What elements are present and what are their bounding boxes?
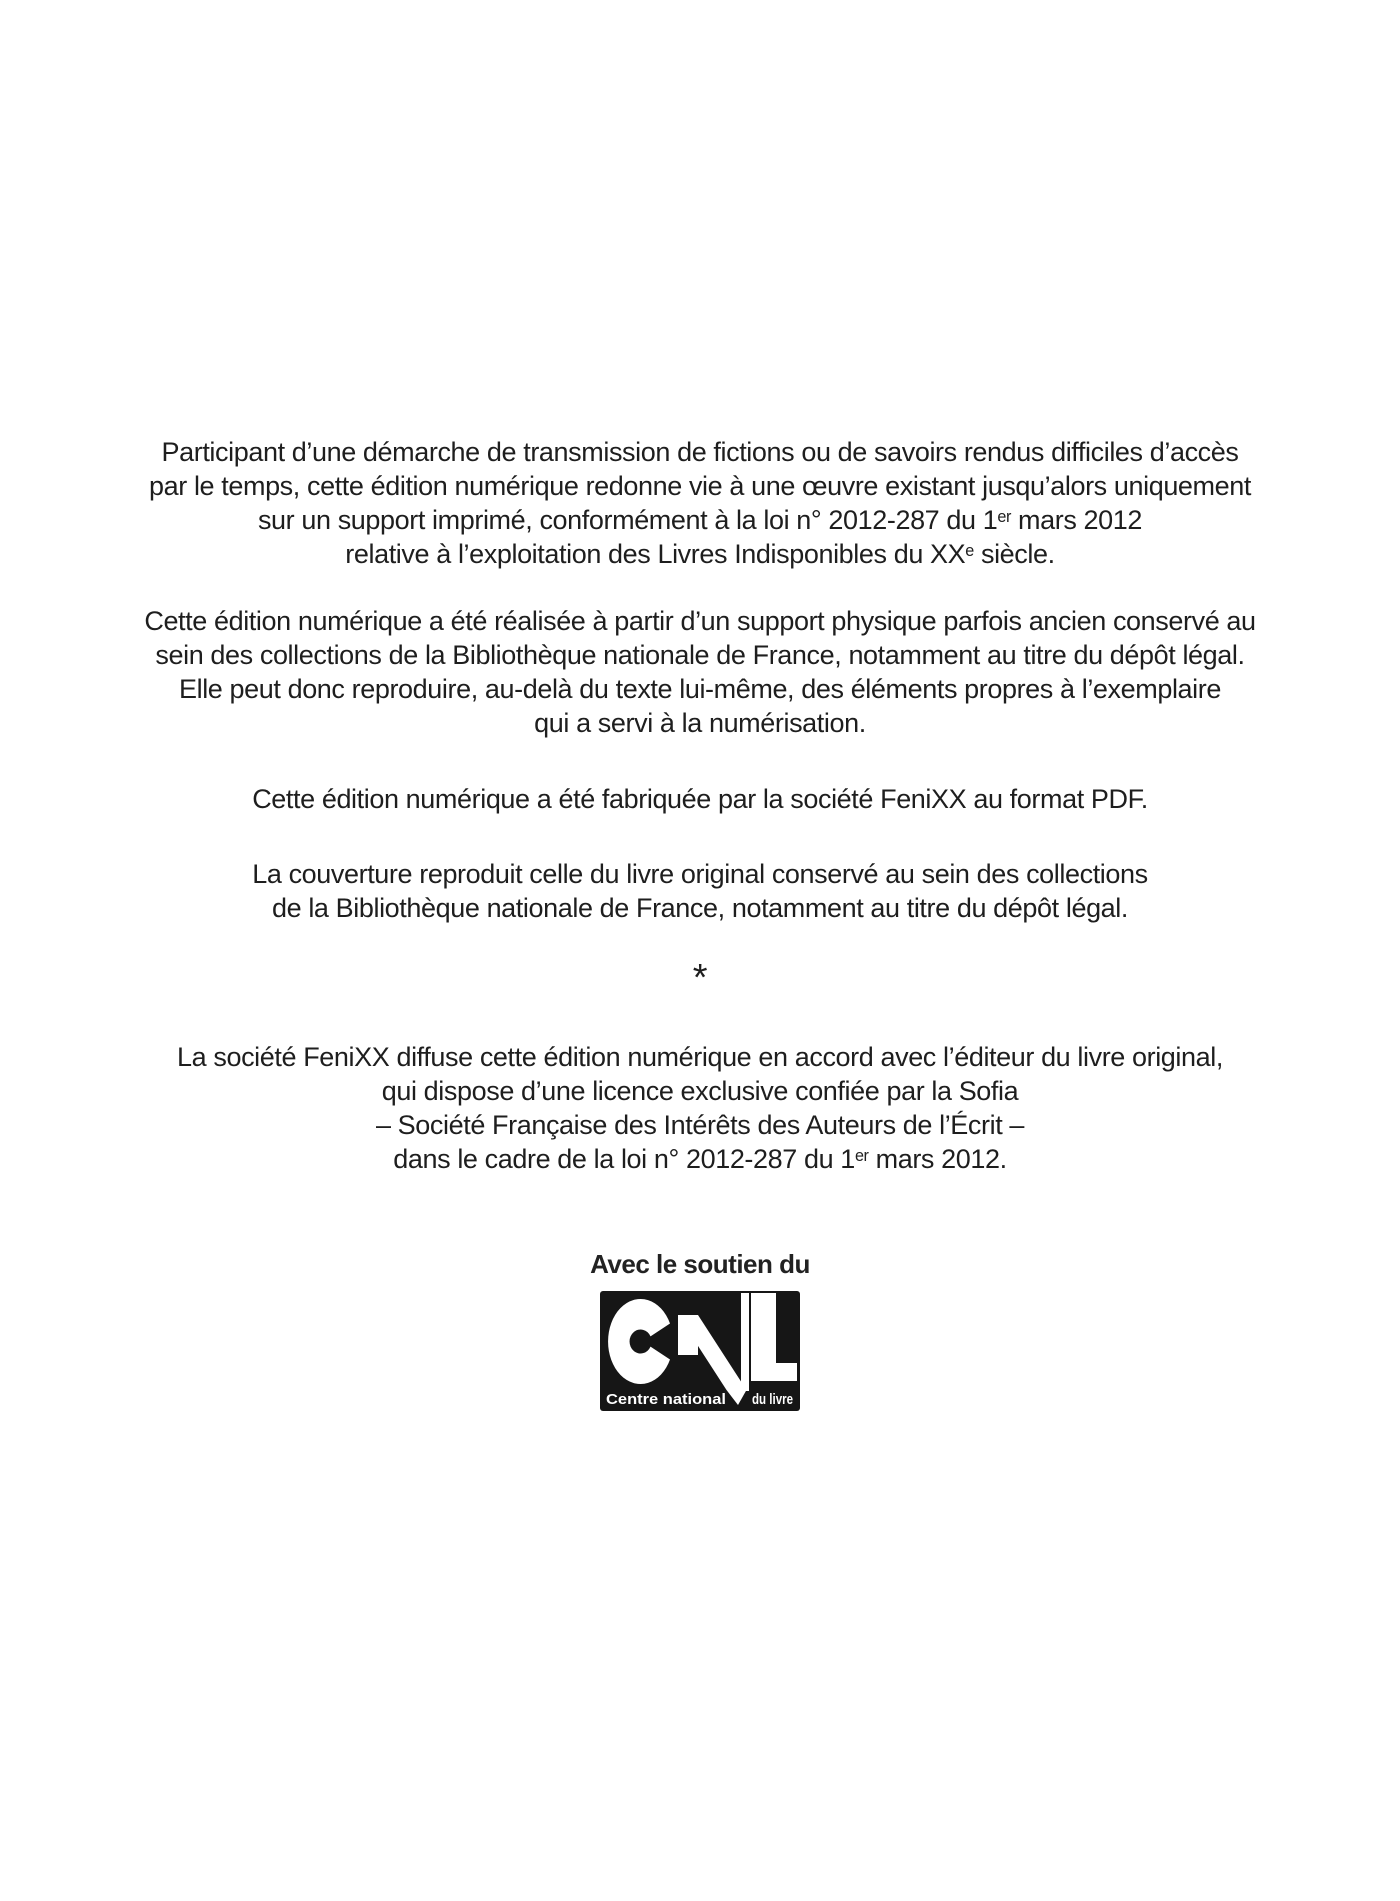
paragraph: La couverture reproduit celle du livre original conservé au sein des collections de la Bibliothèque nationale de France, notamment au titre du dépôt légal. bbox=[252, 859, 1148, 923]
cnl-letter-n-right-stem bbox=[741, 1293, 749, 1391]
cnl-logo-wrap bbox=[0, 1291, 1400, 1416]
cnl-caption-left: Centre national bbox=[606, 1392, 726, 1408]
support-label: Avec le soutien du bbox=[590, 1249, 810, 1279]
cnl-logo bbox=[600, 1291, 800, 1411]
paragraph: Participant d’une démarche de transmission de fictions ou de savoirs rendus difficiles d’accès par le temps, cette édition numérique redonne vie à une œuvre existant jusqu’alors uniquement sur un support imprimé, conformément à la loi n° 2012-287 du 1er mars 2012 relative à l’exploitation des Livres Indisponibles du XXe siècle. bbox=[149, 437, 1251, 569]
support-block bbox=[0, 1247, 1400, 1416]
paragraph: Cette édition numérique a été réalisée à partir d’un support physique parfois ancien conservé au sein des collections de la Bibliothèque nationale de France, notamment au titre du dépôt légal. Elle peut donc reproduire, au-delà du texte lui-même, des éléments propres à l’exemplaire qui a servi à la numérisation. bbox=[144, 606, 1256, 738]
paragraph: La société FeniXX diffuse cette édition numérique en accord avec l’éditeur du livre original, qui dispose d’une licence exclusive confiée par la Sofia – Société Française des Intérêts des Auteurs de l’Écrit – dans le cadre de la loi n° 2012-287 du 1er mars 2012. bbox=[177, 1042, 1223, 1174]
paragraph: Cette édition numérique a été fabriquée par la société FeniXX au format PDF. bbox=[252, 784, 1148, 814]
edition-notice-text bbox=[0, 435, 1400, 1176]
separator-asterisk: * bbox=[692, 957, 708, 999]
cnl-caption-right: du livre bbox=[752, 1392, 793, 1408]
